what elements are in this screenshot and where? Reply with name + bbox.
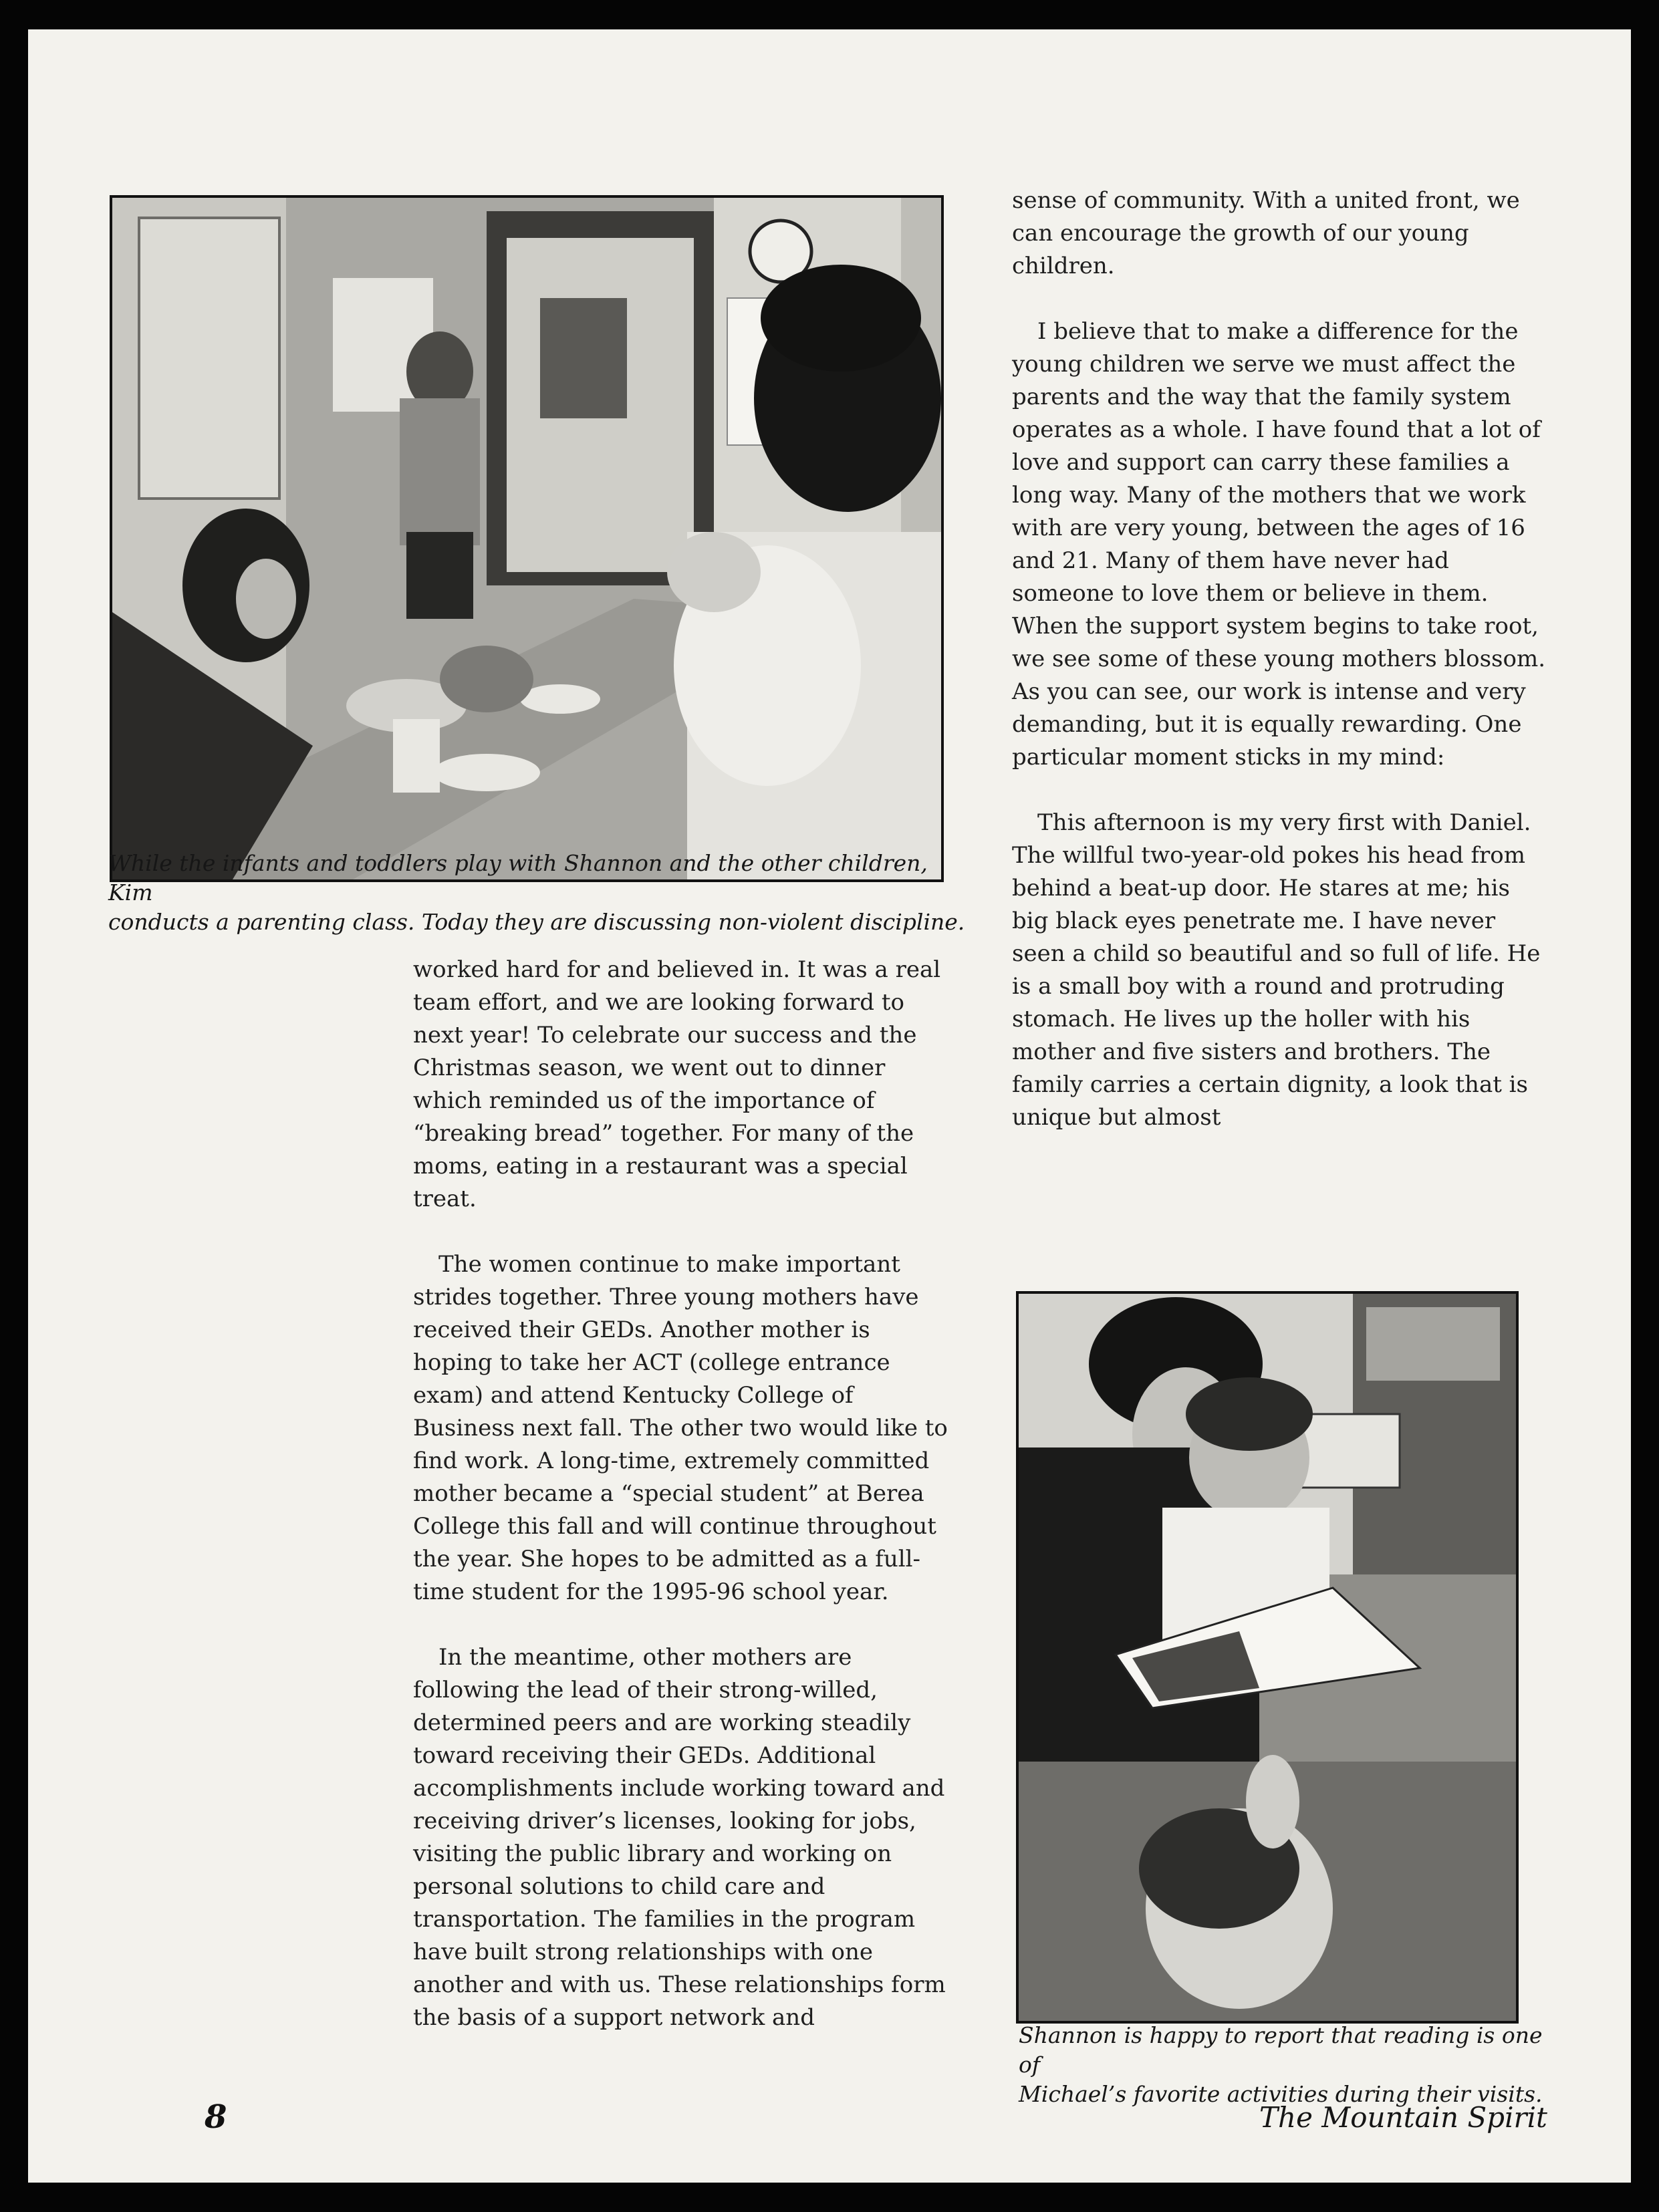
parenting-class-caption <box>108 849 977 937</box>
caption-line: Shannon is happy to report that reading is one of <box>1019 2022 1543 2078</box>
page-number: 8 <box>205 2098 227 2136</box>
article-column-right <box>1012 184 1547 1134</box>
article-paragraph: sense of community. With a united front, we can encourage the growth of our young children. <box>1012 187 1520 279</box>
reading-caption <box>1019 2021 1553 2109</box>
caption-line: While the infants and toddlers play with Shannon and the other children, Kim <box>108 850 928 906</box>
article-paragraph: In the meantime, other mothers are following the lead of their strong-willed, determined peers and are working steadily toward receiving their GEDs. Additional accomplishments include working toward and receiving driver’s licenses, looking for jobs, visiting the public library and working on personal solutions to child care and transportation. The families in the program have built strong relationships with one another and with us. These relationships form the basis of a support network and <box>413 1644 946 2031</box>
reading-illustration <box>1019 1294 1516 2021</box>
article-paragraph: This afternoon is my very first with Daniel. The willful two-year-old pokes his head from behind a beat-up door. He stares at me; his big black eyes penetrate me. I have never seen a child so beautiful and so full of life. He is a small boy with a round and protruding stomach. He lives up the holler with his mother and five sisters and brothers. The family carries a certain dignity, a look that is unique but almost <box>1012 809 1541 1131</box>
parenting-class-illustration <box>112 198 941 879</box>
article-paragraph: worked hard for and believed in. It was a real team effort, and we are looking forward to next year! To celebrate our success and the Christmas season, we went out to dinner which reminded us of the importance of “breaking bread” together. For many of the moms, eating in a restaurant was a special treat. <box>413 956 941 1212</box>
reading-photo <box>1016 1291 1519 2024</box>
magazine-page <box>28 29 1631 2183</box>
caption-line: Michael’s favorite activities during their visits. <box>1019 2081 1543 2107</box>
article-paragraph: The women continue to make important strides together. Three young mothers have received their GEDs. Another mother is hoping to take her ACT (college entrance exam) and attend Kentucky College of Business next fall. The other two would like to find work. A long-time, extremely committed mother became a “special student” at Berea College this fall and will continue throughout the year. She hopes to be admitted as a full-time student for the 1995-96 school year. <box>413 1251 948 1605</box>
article-column-left <box>413 954 948 2034</box>
publication-name: The Mountain Spirit <box>1259 2101 1547 2134</box>
parenting-class-photo <box>110 195 944 882</box>
article-paragraph: I believe that to make a difference for the young children we serve we must affect the parents and the way that the family system operates as a whole. I have found that a lot of love and support can carry these families a long way. Many of the mothers that we work with are very young, between the ages of 16 and 21. Many of them have never had someone to love them or believe in them. When the support system begins to take root, we see some of these young mothers blossom. As you can see, our work is intense and very demanding, but it is equally rewarding. One particular moment sticks in my mind: <box>1012 318 1546 771</box>
caption-line: conducts a parenting class. Today they are discussing non-violent discipline. <box>108 909 965 935</box>
